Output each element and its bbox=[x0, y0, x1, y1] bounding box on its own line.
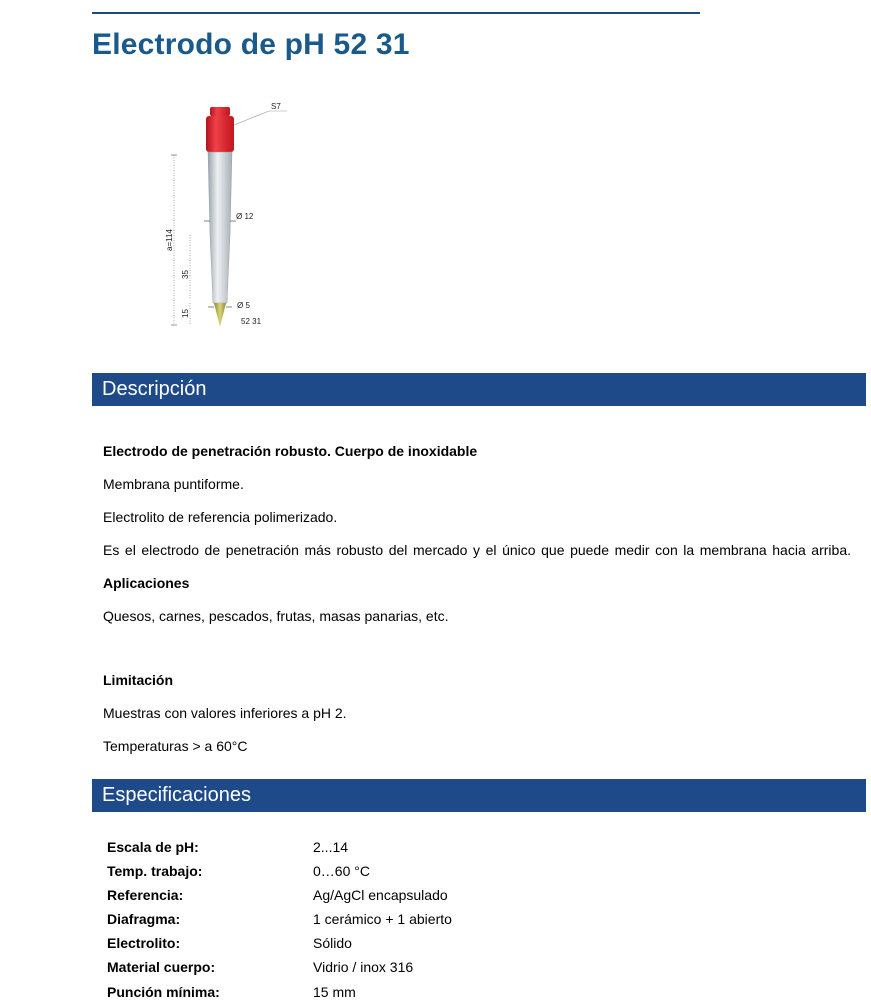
spec-label: Material cuerpo: bbox=[107, 959, 216, 975]
spec-row bbox=[107, 957, 807, 977]
limitation-text: Temperaturas > a 60°C bbox=[103, 738, 248, 754]
spec-row bbox=[107, 837, 807, 857]
spec-row bbox=[107, 885, 807, 905]
spec-label: Punción mínima: bbox=[107, 984, 220, 1000]
applications-text: Quesos, carnes, pescados, frutas, masas panarias, etc. bbox=[103, 608, 449, 624]
description-line: Electrolito de referencia polimerizado. bbox=[103, 509, 338, 525]
top-divider bbox=[92, 12, 700, 14]
connector-leader-line bbox=[234, 111, 287, 125]
spec-row bbox=[107, 909, 807, 929]
model-label: 52 31 bbox=[241, 317, 262, 326]
spec-row bbox=[107, 933, 807, 953]
specifications-heading: Especificaciones bbox=[102, 784, 251, 806]
spec-row bbox=[107, 861, 807, 881]
spec-label: Electrolito: bbox=[107, 935, 181, 951]
limitation-heading: Limitación bbox=[103, 672, 174, 688]
description-lead: Electrodo de penetración robusto. Cuerpo de inoxidable bbox=[103, 443, 478, 459]
electrode-shaft bbox=[208, 152, 232, 303]
description-heading: Descripción bbox=[102, 378, 207, 400]
spec-value: Ag/AgCl encapsulado bbox=[313, 887, 448, 903]
diameter-top-label: Ø 12 bbox=[236, 212, 254, 221]
spec-row bbox=[107, 982, 807, 1002]
description-line: Es el electrodo de penetración más robusto del mercado y el único que puede medir con la membrana hacia arriba. bbox=[103, 542, 851, 558]
total-length-label: a=114 bbox=[165, 229, 174, 251]
connector-label: S7 bbox=[271, 102, 281, 111]
specifications-header bbox=[92, 779, 866, 812]
page-title: Electrodo de pH 52 31 bbox=[92, 28, 410, 61]
spec-label: Temp. trabajo: bbox=[107, 863, 203, 879]
spec-value: Vidrio / inox 316 bbox=[313, 959, 414, 975]
electrode-diagram bbox=[150, 95, 310, 340]
description-header bbox=[92, 373, 866, 406]
shaft-length-label: 35 bbox=[181, 270, 190, 279]
diameter-tip-label: Ø 5 bbox=[237, 301, 250, 310]
spec-label: Diafragma: bbox=[107, 911, 181, 927]
spec-value: 15 mm bbox=[313, 984, 356, 1000]
limitation-text: Muestras con valores inferiores a pH 2. bbox=[103, 705, 347, 721]
spec-value: 1 cerámico + 1 abierto bbox=[313, 911, 452, 927]
spec-value: Sólido bbox=[313, 935, 352, 951]
spec-label: Escala de pH: bbox=[107, 839, 199, 855]
applications-heading: Aplicaciones bbox=[103, 575, 190, 591]
spec-value: 2...14 bbox=[313, 839, 349, 855]
tip-length-label: 15 bbox=[181, 309, 190, 318]
spec-value: 0…60 °C bbox=[313, 863, 370, 879]
electrode-tip bbox=[214, 303, 226, 327]
spec-label: Referencia: bbox=[107, 887, 184, 903]
connector-cap bbox=[206, 107, 234, 152]
description-line: Membrana puntiforme. bbox=[103, 476, 244, 492]
